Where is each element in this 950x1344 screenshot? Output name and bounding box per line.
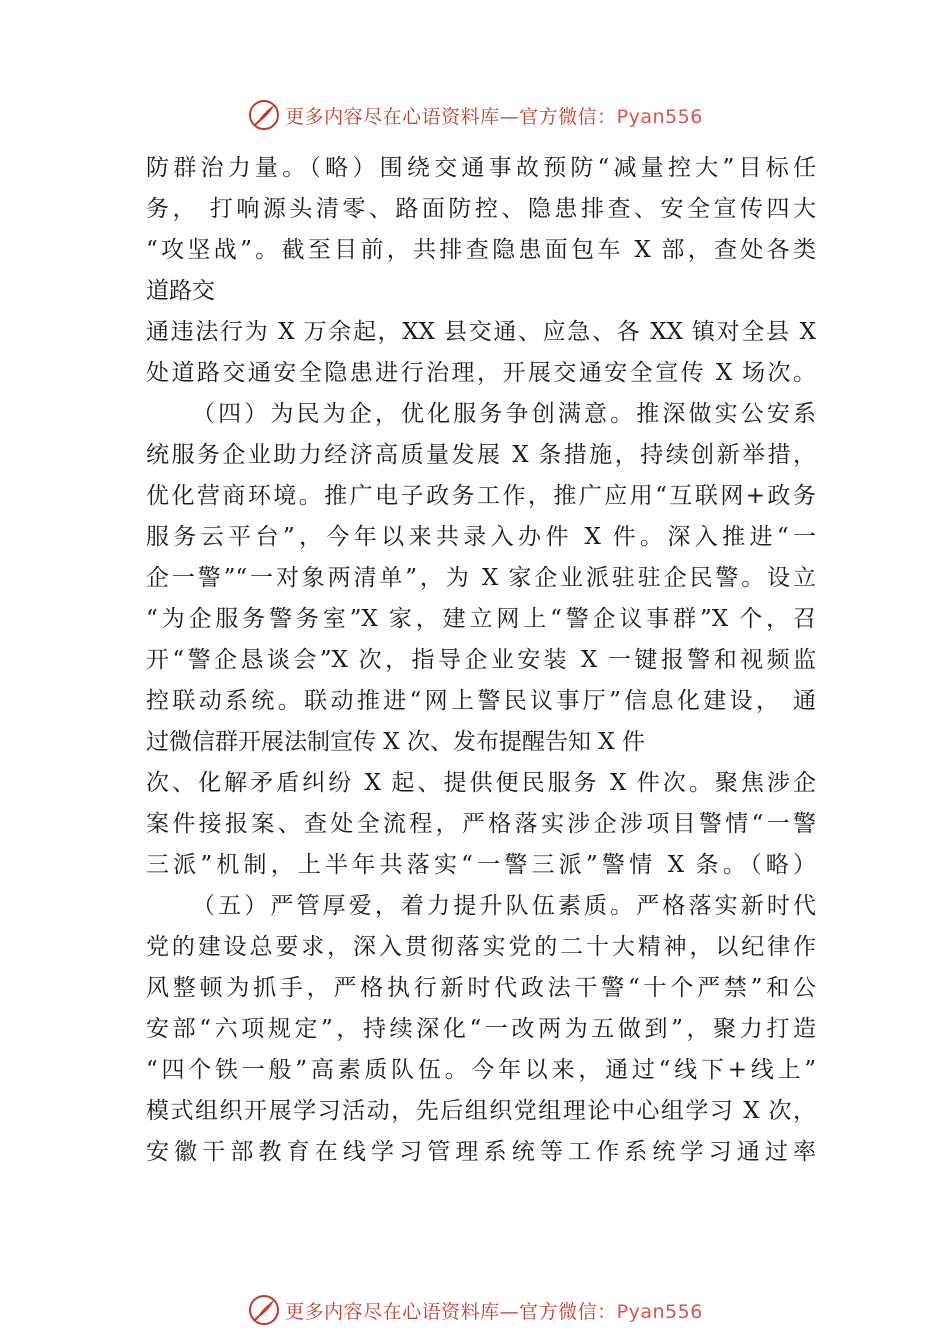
text-line: 党的建设总要求，深入贯彻落实党的二十大精神，以纪律作 xyxy=(146,934,816,960)
watermark-text: 更多内容尽在心语资料库—官方微信：Pyan556 xyxy=(285,105,703,128)
watermark-footer xyxy=(0,1290,950,1330)
text-line: 安徽干部教育在线学习管理系统等工作系统学习通过率 xyxy=(146,1139,816,1165)
document-body xyxy=(146,148,816,1173)
watermark-wechat-id: Pyan556 xyxy=(616,1300,703,1323)
text-line: 案件接报案、查处全流程，严格落实涉企涉项目警情“一警 xyxy=(146,811,816,837)
text-line: 控联动系统。联动推进“网上警民议事厅”信息化建设， 通 xyxy=(146,688,816,714)
watermark-wechat-id: Pyan556 xyxy=(616,105,703,128)
text-line: 通违法行为 X 万余起，XX 县交通、应急、各 XX 镇对全县 X xyxy=(146,319,816,345)
paragraph-heading-line: （五）严管厚爱，着力提升队伍素质。严格落实新时代 xyxy=(192,893,816,919)
text-line: 优化营商环境。推广电子政务工作，推广应用“互联网+政务 xyxy=(146,483,816,509)
watermark-header xyxy=(0,95,950,135)
text-line: 过微信群开展法制宣传 X 次、发布提醒告知 X 件 xyxy=(146,729,645,755)
watermark-text: 更多内容尽在心语资料库—官方微信：Pyan556 xyxy=(285,1300,703,1323)
text-line: 安部“六项规定”，持续深化“一改两为五做到”，聚力打造 xyxy=(146,1016,816,1042)
pen-quill-logo-icon xyxy=(247,1293,281,1327)
paragraph-heading-line: （四）为民为企，优化服务争创满意。推深做实公安系 xyxy=(192,401,816,427)
text-line: 模式组织开展学习活动，先后组织党组理论中心组学习 X 次， xyxy=(146,1098,816,1124)
text-line: 防群治力量。（略）围绕交通事故预防“减量控大”目标任 xyxy=(146,155,816,181)
text-line: 处道路交通安全隐患进行治理，开展交通安全宣传 X 场次。 xyxy=(146,360,816,386)
text-line: “攻坚战”。截至目前，共排查隐患面包车 X 部，查处各类 xyxy=(146,237,816,263)
text-line: 道路交 xyxy=(146,278,215,304)
text-line: 开“警企恳谈会”X 次，指导企业安装 X 一键报警和视频监 xyxy=(146,647,816,673)
text-line: 三派”机制，上半年共落实“一警三派”警情 X 条。（略） xyxy=(146,852,816,878)
text-line: 企一警”“一对象两清单”，为 X 家企业派驻驻企民警。设立 xyxy=(146,565,816,591)
text-line: 统服务企业助力经济高质量发展 X 条措施，持续创新举措， xyxy=(146,442,816,468)
text-line: “为企服务警务室”X 家，建立网上“警企议事群”X 个，召 xyxy=(146,606,816,632)
text-line: 服务云平台”，今年以来共录入办件 X 件。深入推进“一 xyxy=(146,524,816,550)
pen-quill-logo-icon xyxy=(247,98,281,132)
text-line: 次、化解矛盾纠纷 X 起、提供便民服务 X 件次。聚焦涉企 xyxy=(146,770,816,796)
text-line: 风整顿为抓手，严格执行新时代政法干警“十个严禁”和公 xyxy=(146,975,816,1001)
text-line: “四个铁一般”高素质队伍。今年以来，通过“线下+线上” xyxy=(146,1057,816,1083)
text-line: 务， 打响源头清零、路面防控、隐患排查、安全宣传四大 xyxy=(146,196,816,222)
